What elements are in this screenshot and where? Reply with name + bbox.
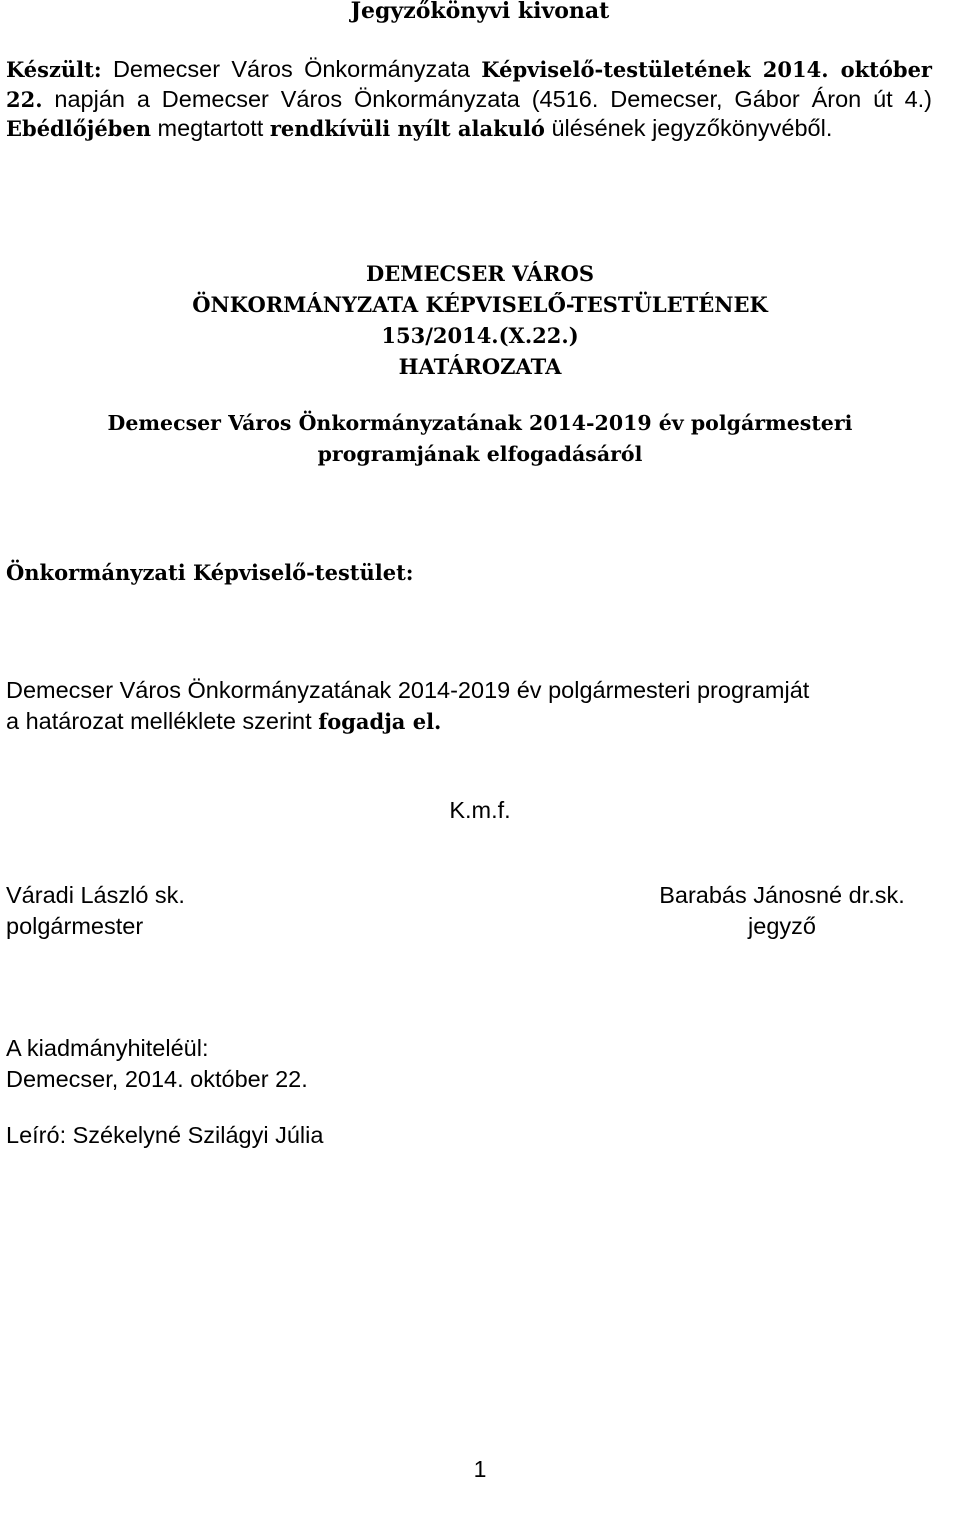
intro-paragraph (6, 55, 932, 144)
authentication-date: Demecser, 2014. október 22. (6, 1066, 308, 1092)
intro-bold-2: Ebédlőjében (6, 116, 151, 141)
authentication-line: A kiadmányhiteléül: (6, 1035, 209, 1061)
decision-text (6, 675, 960, 737)
resolution-heading-line: HATÁROZATA (398, 354, 562, 379)
authentication-block (6, 1033, 308, 1095)
page-number: 1 (473, 1456, 487, 1482)
intro-text-4: ülésének jegyzőkönyvéből. (544, 115, 833, 141)
intro-bold-3: rendkívüli nyílt alakuló (269, 116, 545, 141)
body-label: Önkormányzati Képviselő-testület: (6, 560, 414, 585)
intro-text-3: megtartott (151, 115, 270, 141)
signature-name: Barabás Jánosné dr.sk. (659, 882, 905, 908)
resolution-subject (0, 408, 960, 470)
resolution-subject-line: Demecser Város Önkormányzatának 2014-2019 év polgármesteri (107, 411, 853, 435)
writer-line: Leíró: Székelyné Szilágyi Júlia (6, 1122, 324, 1148)
decision-line-text: a határozat melléklete szerint (6, 707, 319, 734)
decision-line: Demecser Város Önkormányzatának 2014-2019 év polgármesteri programját (6, 677, 810, 703)
resolution-subject-line: programjának elfogadásáról (317, 442, 643, 466)
signature-name: Váradi László sk. (6, 882, 185, 908)
signature-role: polgármester (6, 913, 144, 939)
document-title: Jegyzőkönyvi kivonat (350, 0, 610, 24)
intro-text-2: napján a Demecser Város Önkormányzata (4516. Demecser, Gábor Áron út 4.) (42, 85, 932, 112)
intro-text-1: Demecser Város Önkormányzata (101, 56, 482, 82)
resolution-heading-line: ÖNKORMÁNYZATA KÉPVISELŐ-TESTÜLETÉNEK (192, 292, 768, 317)
decision-bold: fogadja el. (318, 708, 442, 734)
intro-bold-1: Képviselő-testületének 2014. október 22. (6, 57, 932, 112)
signature-role: jegyző (748, 913, 816, 939)
kmf-label: K.m.f. (449, 797, 511, 823)
signature-notary (632, 880, 932, 942)
intro-label: Készült: (6, 57, 102, 82)
resolution-number: 153/2014.(X.22.) (381, 323, 579, 348)
resolution-heading (0, 258, 960, 382)
resolution-heading-line: DEMECSER VÁROS (366, 261, 594, 286)
signature-mayor (6, 880, 185, 942)
decision-line (6, 706, 960, 738)
